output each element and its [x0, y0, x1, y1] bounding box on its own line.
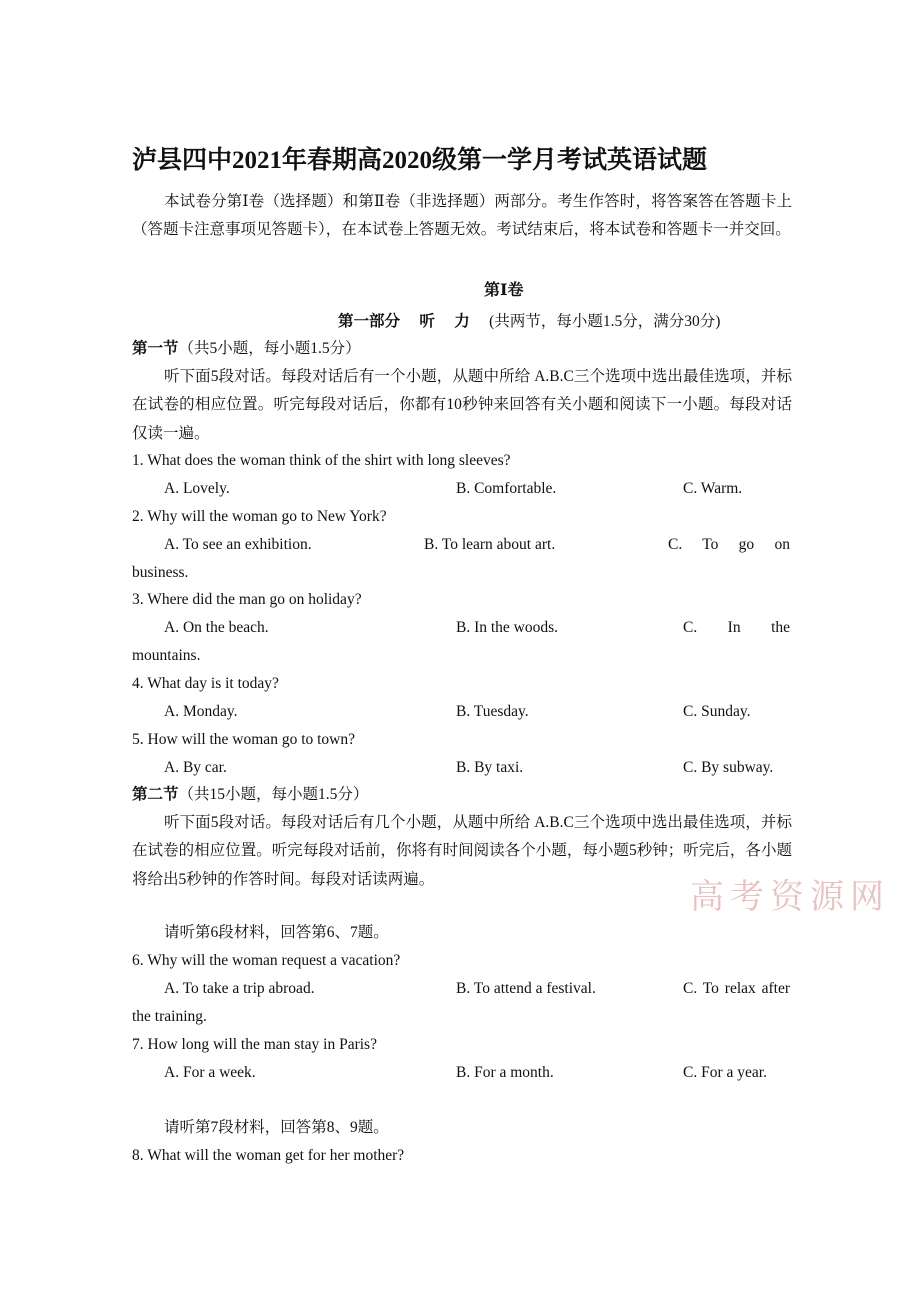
question-6: 6. Why will the woman request a vacation?	[132, 952, 401, 969]
option-6a: A. To take a trip abroad.	[164, 980, 315, 997]
page-title: 泸县四中2021年春期高2020级第一学月考试英语试题	[132, 147, 708, 174]
option-4a: A. Monday.	[164, 703, 238, 720]
section1-instructions: 听下面5段对话。每段对话后有一个小题，从题中所给 A.B.C三个选项中选出最佳选项，并标在试卷的相应位置。听完每段对话后，你都有10秒钟来回答有关小题和阅读下一小题。每段对话仅读一遍。	[132, 368, 792, 442]
option-1a: A. Lovely.	[164, 480, 230, 497]
part1-note: (共两节，每小题1.5分，满分30分)	[489, 313, 721, 330]
option-4c: C. Sunday.	[683, 703, 751, 720]
section2-heading	[132, 785, 368, 805]
option-2c: C. To go on business.	[132, 536, 790, 581]
section1-label: 第一节	[132, 340, 179, 357]
option-7a: A. For a week.	[164, 1064, 256, 1081]
part1-label: 第一部分 听 力	[338, 313, 470, 330]
intro-paragraph: 本试卷分第Ⅰ卷（选择题）和第Ⅱ卷（非选择题）两部分。考生作答时，将答案答在答题卡上（答题卡注意事项见答题卡），在本试卷上答题无效。考试结束后，将本试卷和答题卡一并交回。	[132, 193, 792, 239]
question-2: 2. Why will the woman go to New York?	[132, 508, 387, 525]
option-2a: A. To see an exhibition.	[164, 536, 312, 553]
option-5b: B. By taxi.	[456, 759, 524, 776]
question-4: 4. What day is it today?	[132, 675, 279, 692]
section2-note: （共15小题，每小题1.5分）	[178, 786, 369, 803]
option-7c: C. For a year.	[683, 1064, 767, 1081]
option-1c: C. Warm.	[683, 480, 743, 497]
watermark: 高考资源网	[690, 879, 890, 916]
option-6b: B. To attend a festival.	[456, 980, 596, 997]
question-1: 1. What does the woman think of the shirt with long sleeves?	[132, 452, 511, 469]
question-7: 7. How long will the man stay in Paris?	[132, 1036, 377, 1053]
question-8: 8. What will the woman get for her mother?	[132, 1147, 405, 1164]
option-1b: B. Comfortable.	[456, 480, 557, 497]
material-6-note: 请听第6段材料，回答第6、7题。	[164, 924, 389, 941]
material-7-note: 请听第7段材料，回答第8、9题。	[164, 1119, 389, 1136]
option-6c: C. To relax after the training.	[132, 980, 790, 1025]
option-4b: B. Tuesday.	[456, 703, 529, 720]
option-5a: A. By car.	[164, 759, 227, 776]
option-2b: B. To learn about art.	[424, 536, 556, 553]
section2-label: 第二节	[132, 786, 179, 803]
section1-note: （共5小题，每小题1.5分）	[178, 340, 361, 357]
volume-heading: 第Ⅰ卷	[484, 282, 524, 299]
option-3a: A. On the beach.	[164, 619, 269, 636]
option-5c: C. By subway.	[683, 759, 774, 776]
section2-instructions: 听下面5段对话。每段对话后有几个小题，从题中所给 A.B.C三个选项中选出最佳选项，并标在试卷的相应位置。听完每段对话前，你将有时间阅读各个小题，每小题5秒钟；听完后，各小题将给出5秒钟的作答时间。每段对话读两遍。	[132, 814, 792, 888]
option-7b: B. For a month.	[456, 1064, 554, 1081]
option-3b: B. In the woods.	[456, 619, 559, 636]
part1-heading	[338, 312, 720, 332]
option-3c: C. In the mountains.	[132, 619, 790, 664]
question-5: 5. How will the woman go to town?	[132, 731, 356, 748]
section1-heading	[132, 339, 361, 359]
question-3: 3. Where did the man go on holiday?	[132, 591, 362, 608]
